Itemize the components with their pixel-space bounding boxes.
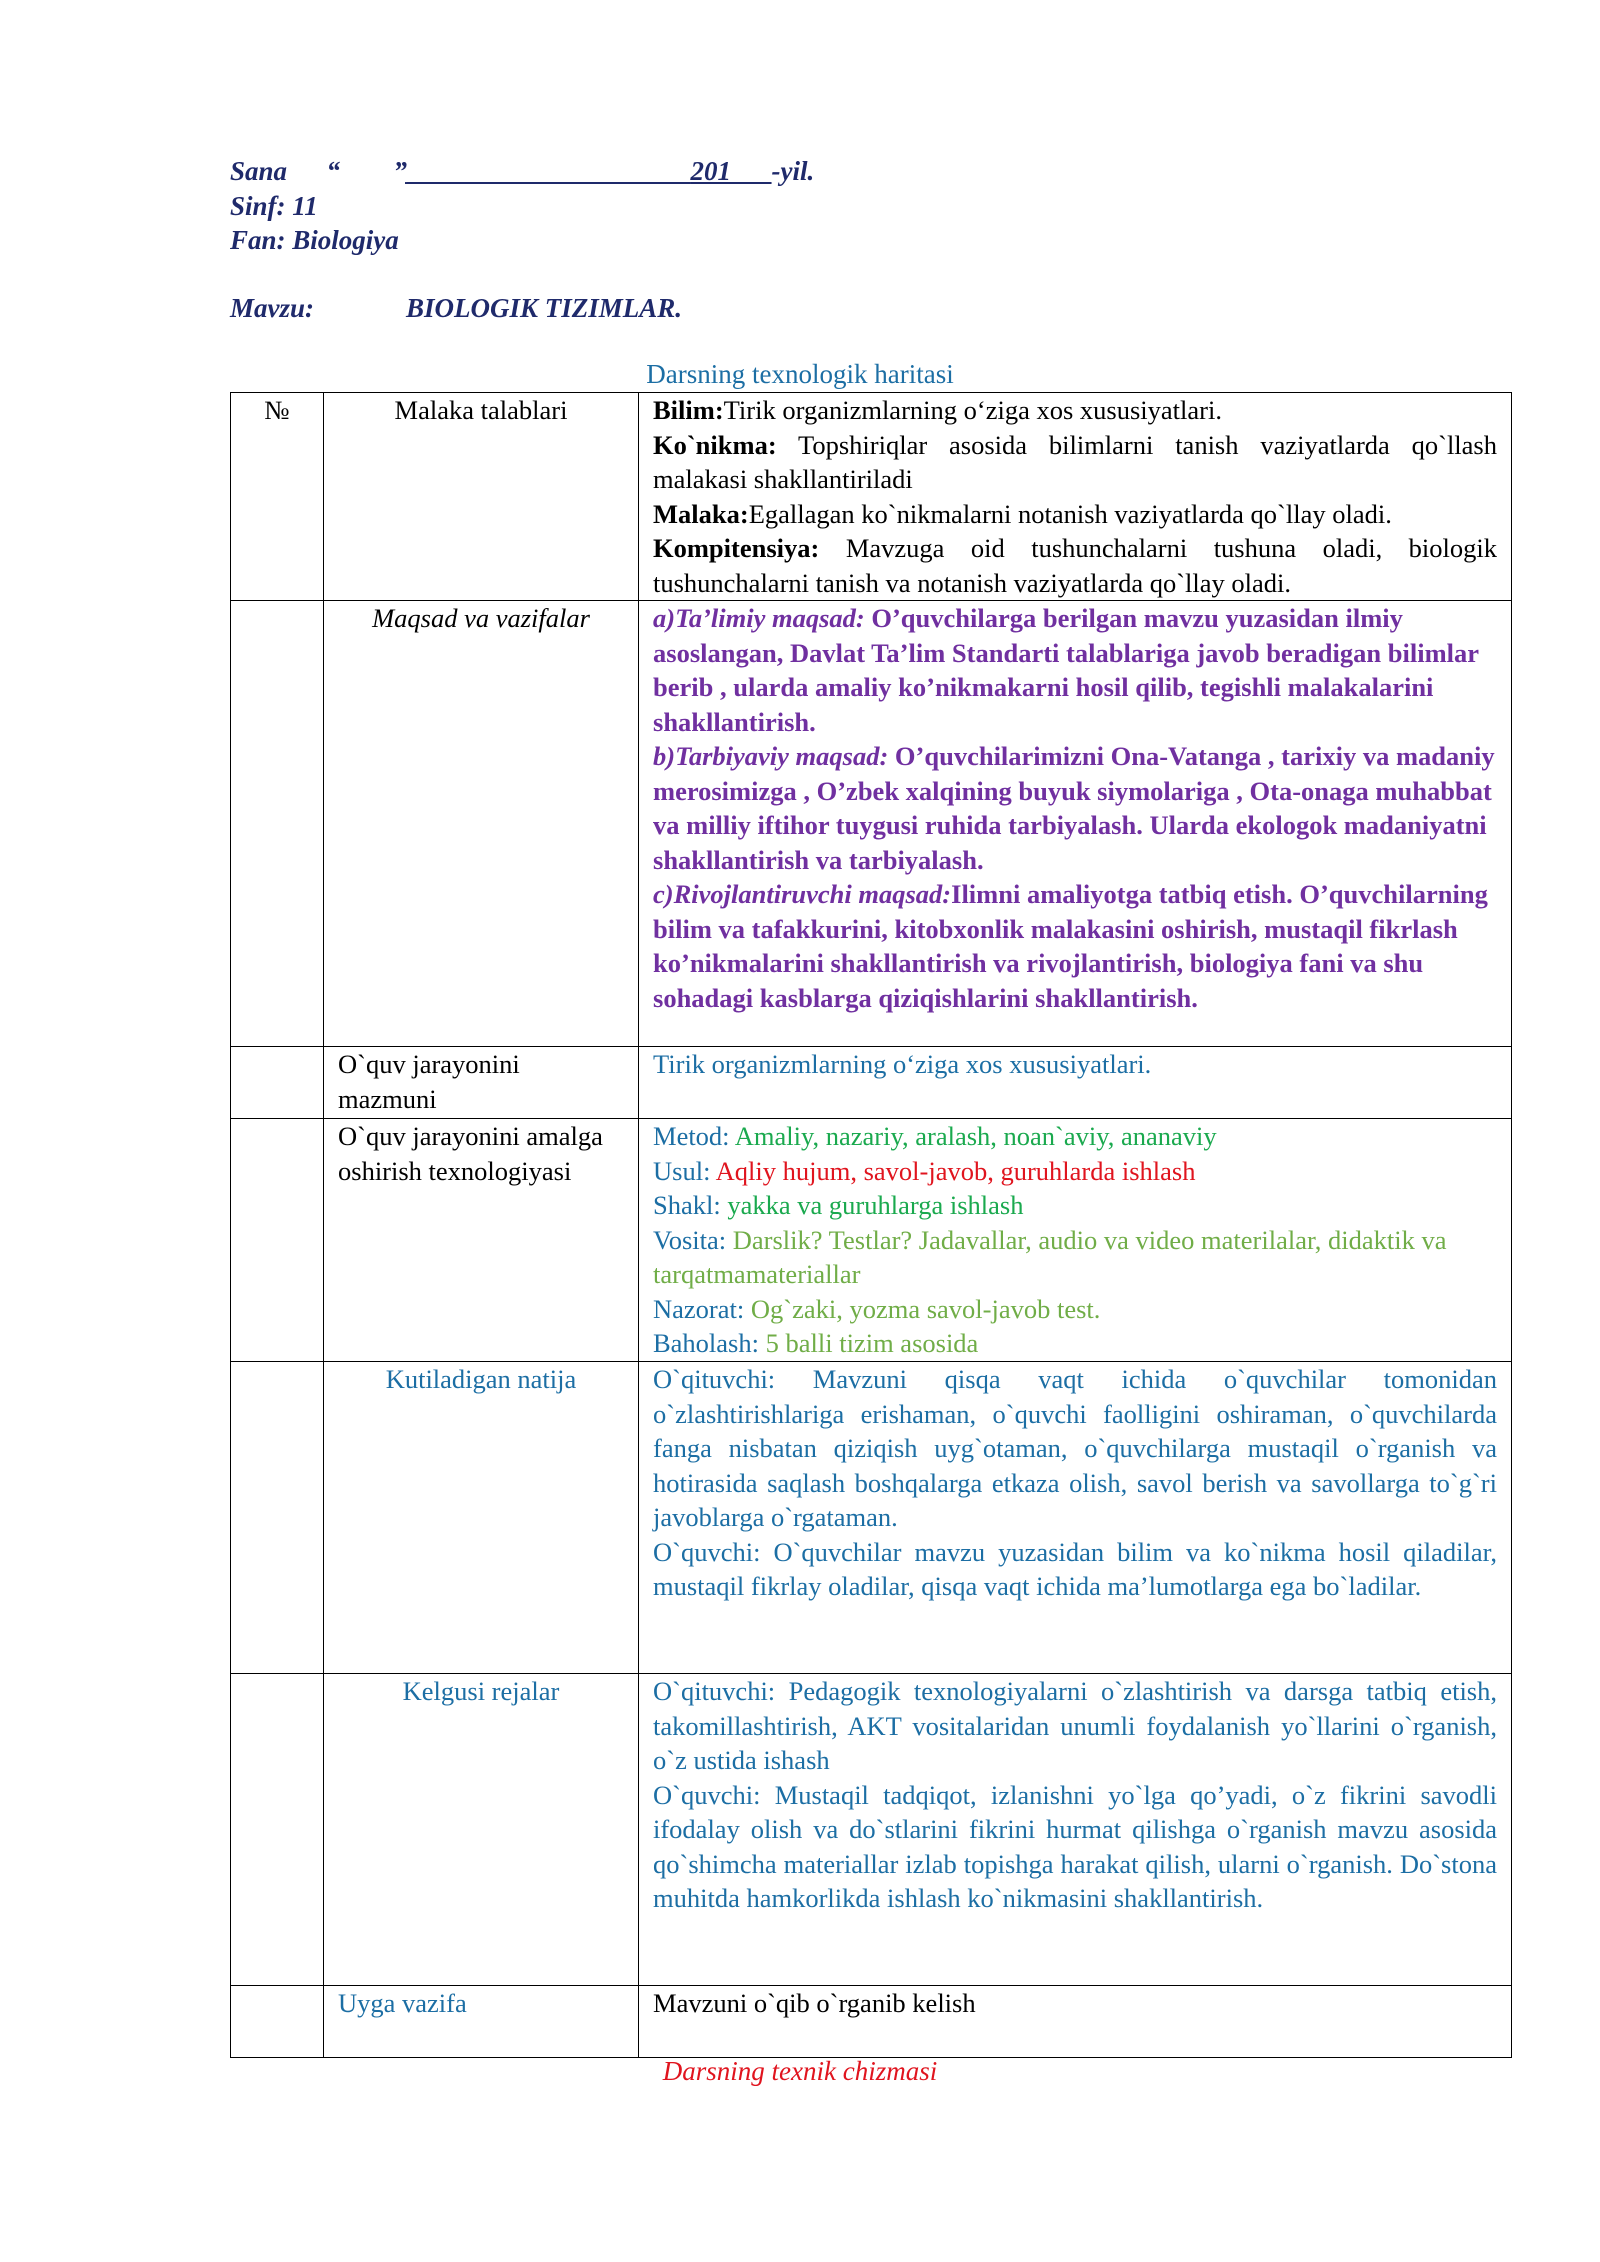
table-row	[231, 393, 1512, 601]
result-student: O`quvchi: O`quvchilar mavzu yuzasidan bilim va ko`nikma hosil qiladilar, mustaqil fikrlay oladilar, qisqa vaqt ichida ma’lumotlarga ega bo`ladilar.	[653, 1536, 1497, 1601]
row-number: №	[231, 393, 324, 601]
footer-title: Darsning texnik chizmasi	[662, 2056, 938, 2086]
table-row	[231, 601, 1512, 1047]
goal-b: b)Tarbiyaviy maqsad: O’quvchilarimizni Ona-Vatanga , tarixiy va madaniy merosimizga , O’zbek xalqining buyuk siymolariga , Ota-onaga muhabbat va milliy iftihor tuygusi ruhida tarbiyalash. Ularda ekologok madaniyatni shakllantirish va tarbiyalash.	[653, 741, 1495, 875]
goal-a: a)Ta’limiy maqsad: O’quvchilarga berilgan mavzu yuzasidan ilmiy asoslangan, Davlat Ta’lim Standarti talablariga javob beradigan bilimlar berib , ularda amaliy ko’nikmakarni hosil qilib, tegishli malakalarini shakllantirish.	[653, 603, 1479, 737]
date-line	[230, 154, 814, 188]
table-row	[231, 1986, 1512, 2058]
requirements-label: Malaka talablari	[324, 393, 639, 601]
empty-cell	[231, 1119, 324, 1362]
result-content	[639, 1362, 1512, 1674]
result-teacher: O`qituvchi: Mavzuni qisqa vaqt ichida o`quvchilar tomonidan o`zlashtirishlariga erishaman, o`quvchi faolligini oshiraman, o`quvchilarda fanga nisbatan qiziqish uyg`otaman, o`quvchilarga mustaqil o`rganish va hotirasida saqlash boshqalarga etkaza olish, savol berish va savollarga to`g`ri javoblarga o`rgataman.	[653, 1364, 1497, 1532]
goal-c: c)Rivojlantiruvchi maqsad:Ilimni amaliyotga tatbiq etish. O’quvchilarning bilim va tafakkurini, kitobxonlik malakasini oshirish, mustaqil fikrlash ko’nikmalarini shakllantirish va rivojlantirish, biologiya fani va shu sohadagi kasblarga qiziqishlarini shakllantirish.	[653, 879, 1488, 1013]
topic-label: Mavzu:	[230, 293, 315, 323]
empty-cell	[231, 1674, 324, 1986]
year-suffix: -yil.	[771, 156, 815, 186]
plans-content	[639, 1674, 1512, 1986]
vosita-item: Vosita: Darslik? Testlar? Jadavallar, audio va video materilalar, didaktik va tarqatmamateriallar	[653, 1224, 1447, 1289]
homework-label: Uyga vazifa	[324, 1986, 639, 2058]
sana-blank: _____________________	[407, 156, 691, 186]
plans-teacher: O`qituvchi: Pedagogik texnologiyalarni o`zlashtirish va darsga tatbiq etish, takomillashtirish, AKT vositalaridan unumli foydalanish yo`llarini o`rganish, o`z ustida ishash	[653, 1676, 1497, 1775]
technology-label: O`quv jarayonini amalga oshirish texnologiyasi	[324, 1119, 639, 1362]
empty-cell	[231, 1362, 324, 1674]
sana-close-quote: ”	[393, 156, 408, 186]
plans-label: Kelgusi rejalar	[324, 1674, 639, 1986]
subject-line: Fan: Biologiya	[230, 225, 399, 255]
kompitensiya-item: Kompitensiya: Mavzuga oid tushunchalarni tushuna oladi, biologik tushunchalarni tanish va notanish vaziyatlarda qo`llay oladi.	[653, 533, 1497, 598]
metod-item: Metod: Amaliy, nazariy, aralash, noan`aviy, ananaviy	[653, 1121, 1217, 1151]
bilim-item: Bilim:Tirik organizmlarning o‘ziga xos xususiyatlari.	[653, 395, 1222, 425]
baholash-item: Baholash: 5 balli tizim asosida	[653, 1328, 979, 1358]
goals-content	[639, 601, 1512, 1047]
homework-text: Mavzuni o`qib o`rganib kelish	[639, 1986, 1512, 2058]
malaka-item: Malaka:Egallagan ko`nikmalarni notanish vaziyatlarda qo`llay oladi.	[653, 498, 1392, 529]
content-label: O`quv jarayonini mazmuni	[324, 1047, 639, 1119]
year-prefix: 201	[690, 156, 732, 186]
konikma-item: Ko`nikma: Topshiriqlar asosida bilimlarni tanish vaziyatlarda qo`llash malakasi shakllantiriladi	[653, 429, 1497, 494]
empty-cell	[231, 1047, 324, 1119]
year-blank: ___	[731, 156, 772, 186]
table-row	[231, 1047, 1512, 1119]
table-row	[231, 1119, 1512, 1362]
usul-item: Usul: Aqliy hujum, savol-javob, guruhlarda ishlash	[653, 1155, 1196, 1186]
sana-label: Sana	[230, 156, 288, 186]
class-line: Sinf: 11	[230, 191, 318, 221]
plans-student: O`quvchi: Mustaqil tadqiqot, izlanishni yo`lga qo’yadi, o`z fikrini savodli ifodalay olish va do`stlarini fikrini hurmat qilishga o`rganish mavzu asosida qo`shimcha materiallar izlab topishga harakat qilish, ularni o`rganish. Do`stona muhitda hamkorlikda ishlash ko`nikmasini shakllantirish.	[653, 1779, 1497, 1913]
table-title: Darsning texnologik haritasi	[646, 359, 954, 389]
content-text: Tirik organizmlarning o‘ziga xos xususiyatlari.	[639, 1047, 1512, 1119]
result-label: Kutiladigan natija	[324, 1362, 639, 1674]
table-row	[231, 1362, 1512, 1674]
requirements-content	[639, 393, 1512, 601]
empty-cell	[231, 1986, 324, 2058]
sana-open-quote: “	[326, 156, 341, 186]
topic-title: BIOLOGIK TIZIMLAR.	[406, 293, 683, 323]
goals-label: Maqsad va vazifalar	[324, 601, 639, 1047]
nazorat-item: Nazorat: Og`zaki, yozma savol-javob test.	[653, 1293, 1101, 1324]
technology-map-table	[230, 392, 1512, 2058]
table-row	[231, 1674, 1512, 1986]
empty-cell	[231, 601, 324, 1047]
technology-content	[639, 1119, 1512, 1362]
shakl-item: Shakl: yakka va guruhlarga ishlash	[653, 1190, 1024, 1220]
topic-line	[230, 291, 683, 325]
